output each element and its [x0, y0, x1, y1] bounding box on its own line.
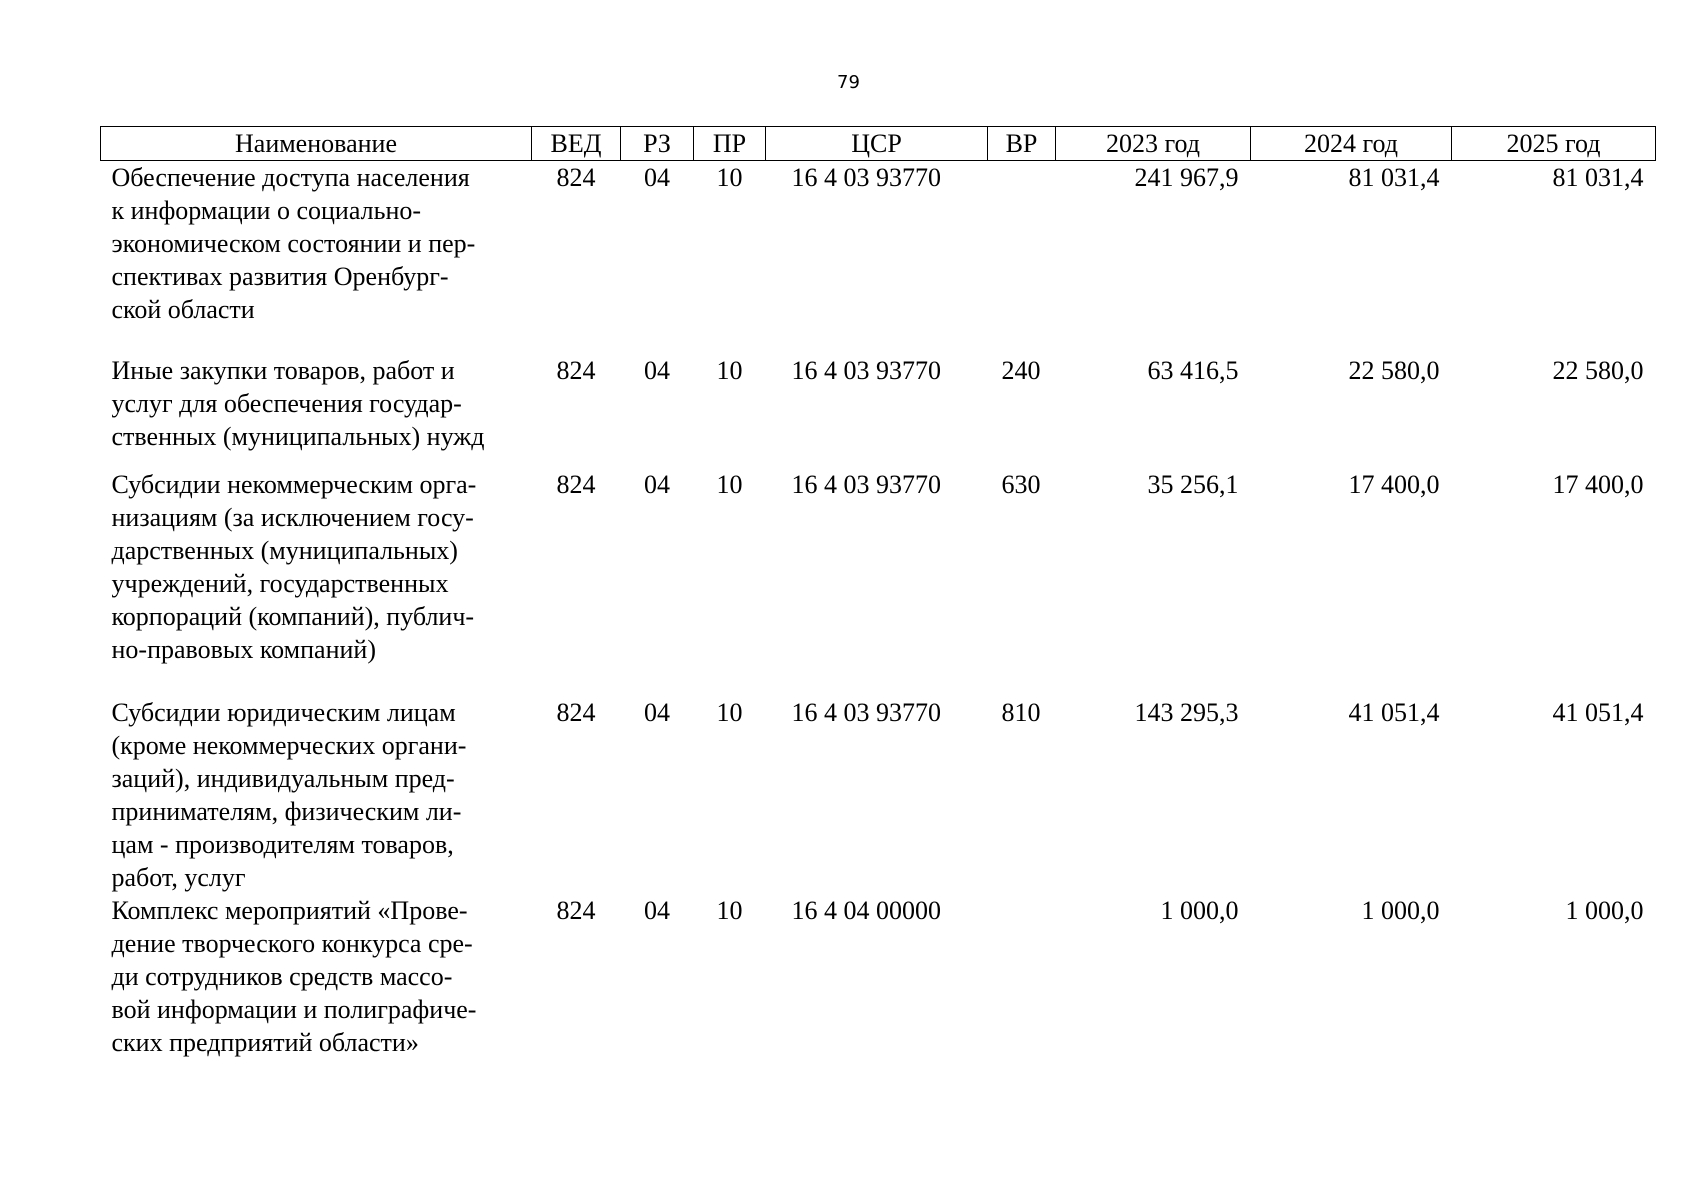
- name-line: ственных (муниципальных) нужд: [111, 421, 485, 451]
- table-row: [101, 354, 1656, 468]
- name-line: ди сотрудников средств массо-: [111, 961, 453, 991]
- row-vr: [988, 894, 1056, 1064]
- row-2025: 17 400,0: [1552, 469, 1644, 499]
- name-line: ской области: [111, 295, 255, 324]
- row-name: [101, 468, 532, 696]
- row-ved: 824: [556, 163, 596, 192]
- name-line: экономическом состоянии и пер-: [111, 229, 476, 258]
- name-line: ских предприятий области»: [111, 1027, 419, 1057]
- row-vr: 810: [1001, 697, 1041, 727]
- row-name: [101, 696, 532, 894]
- row-2023: 63 416,5: [1147, 355, 1239, 385]
- row-2025: 1 000,0: [1565, 895, 1644, 925]
- header-rz: РЗ: [621, 127, 694, 161]
- name-line: но-правовых компаний): [111, 634, 376, 664]
- row-pr: 10: [716, 895, 743, 925]
- header-ved: ВЕД: [532, 127, 621, 161]
- name-line: низациям (за исключением госу-: [111, 502, 474, 532]
- table-row: [101, 696, 1656, 894]
- row-rz: 04: [644, 355, 670, 385]
- name-line: Иные закупки товаров, работ и: [111, 355, 455, 385]
- name-line: Комплекс мероприятий «Прове-: [111, 895, 468, 925]
- row-name: [101, 894, 532, 1064]
- row-2025: 22 580,0: [1552, 355, 1644, 385]
- row-csr: 16 4 03 93770: [791, 163, 941, 192]
- row-2023: 35 256,1: [1147, 469, 1239, 499]
- row-ved: 824: [556, 895, 596, 925]
- row-pr: 10: [716, 355, 743, 385]
- row-vr: 630: [1001, 469, 1041, 499]
- row-csr: 16 4 03 93770: [791, 697, 941, 727]
- row-rz: 04: [644, 163, 670, 192]
- table-row: [101, 894, 1656, 1064]
- row-rz: 04: [644, 469, 670, 499]
- name-line: (кроме некоммерческих органи-: [111, 730, 467, 760]
- row-pr: 10: [716, 697, 743, 727]
- header-2025: 2025 год: [1452, 127, 1656, 161]
- page-number: 79: [837, 72, 860, 93]
- row-2024: 1 000,0: [1361, 895, 1440, 925]
- budget-table: [100, 126, 1656, 1064]
- row-2023: 241 967,9: [1134, 163, 1239, 192]
- row-rz: 04: [644, 697, 670, 727]
- name-line: спективах развития Оренбург-: [111, 262, 449, 291]
- row-csr: 16 4 04 00000: [791, 895, 941, 925]
- name-line: дение творческого конкурса сре-: [111, 928, 473, 958]
- name-line: заций), индивидуальным пред-: [111, 763, 455, 793]
- header-row: [101, 127, 1656, 161]
- name-line: услуг для обеспечения государ-: [111, 388, 462, 418]
- row-2025: 41 051,4: [1552, 697, 1644, 727]
- row-rz: 04: [644, 895, 670, 925]
- name-line: Субсидии юридическим лицам: [111, 697, 456, 727]
- row-2025: 81 031,4: [1552, 163, 1644, 192]
- name-line: Субсидии некоммерческим орга-: [111, 469, 477, 499]
- table-row: [101, 468, 1656, 696]
- row-pr: 10: [716, 469, 743, 499]
- header-csr: ЦСР: [766, 127, 988, 161]
- row-2024: 17 400,0: [1348, 469, 1440, 499]
- name-line: цам - производителям товаров,: [111, 829, 454, 859]
- row-2023: 143 295,3: [1134, 697, 1239, 727]
- name-line: принимателям, физическим ли-: [111, 796, 462, 826]
- header-pr: ПР: [694, 127, 766, 161]
- name-line: дарственных (муниципальных): [111, 535, 458, 565]
- row-vr: [988, 161, 1056, 354]
- row-ved: 824: [556, 697, 596, 727]
- row-ved: 824: [556, 469, 596, 499]
- name-line: работ, услуг: [111, 862, 246, 892]
- row-2024: 81 031,4: [1348, 163, 1440, 192]
- row-csr: 16 4 03 93770: [791, 469, 941, 499]
- name-line: корпораций (компаний), публич-: [111, 601, 475, 631]
- row-csr: 16 4 03 93770: [791, 355, 941, 385]
- table-row: [101, 161, 1656, 354]
- header-2023: 2023 год: [1056, 127, 1251, 161]
- row-ved: 824: [556, 355, 596, 385]
- name-line: Обеспечение доступа населения: [111, 163, 470, 192]
- name-line: учреждений, государственных: [111, 568, 449, 598]
- header-vr: ВР: [988, 127, 1056, 161]
- header-name: Наименование: [101, 127, 532, 161]
- row-name: [101, 161, 532, 354]
- name-line: к информации о социально-: [111, 196, 422, 225]
- header-2024: 2024 год: [1251, 127, 1452, 161]
- name-line: вой информации и полиграфиче-: [111, 994, 477, 1024]
- row-2024: 41 051,4: [1348, 697, 1440, 727]
- row-name: [101, 354, 532, 468]
- row-2024: 22 580,0: [1348, 355, 1440, 385]
- table-header: [101, 127, 1656, 161]
- row-2023: 1 000,0: [1160, 895, 1239, 925]
- row-vr: 240: [1001, 355, 1041, 385]
- row-pr: 10: [716, 163, 743, 192]
